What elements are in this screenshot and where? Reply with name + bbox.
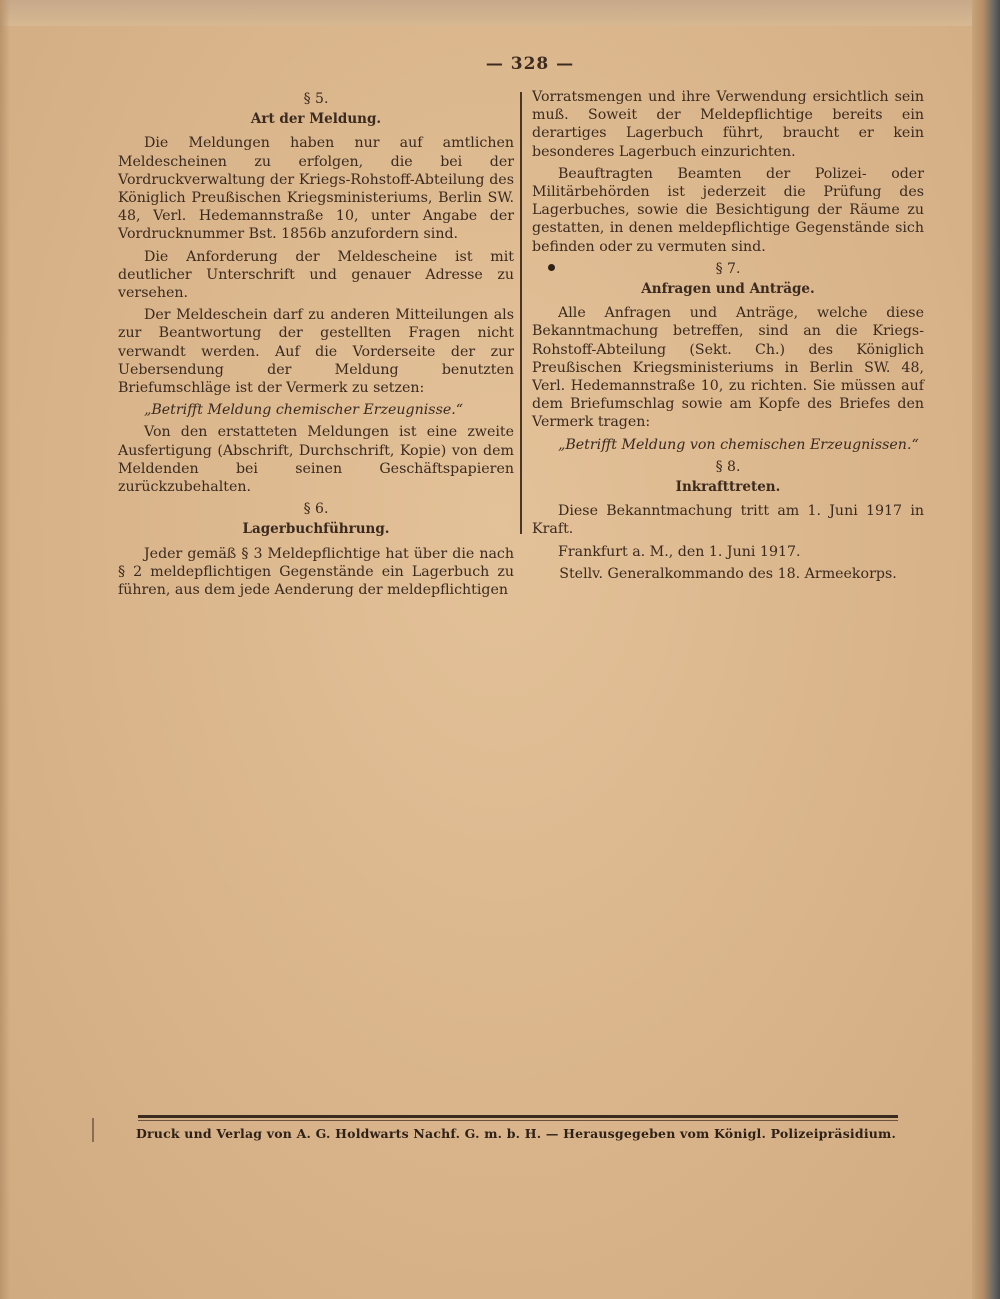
signature: Stellv. Generalkommando des 18. Armeekorps. <box>559 565 897 582</box>
section-5-paragraph-2: Die Anforderung der Meldescheine ist mit deutlicher Unterschrift und genauer Adresse zu versehen. <box>118 248 514 302</box>
section-5-quote: „Betrifft Meldung chemischer Erzeugnisse.“ <box>144 402 464 419</box>
section-8-paragraph-1: Diese Bekanntmachung tritt am 1. Juni 1917 in Kraft. <box>532 503 924 538</box>
section-6-paragraph-1: Jeder gemäß § 3 Meldepflichtige hat über die nach § 2 meldepflichtigen Gegenstände ein Lagerbuch zu führen, aus dem jede Aenderung der meldepflichtigen <box>118 545 514 599</box>
section-5-paragraph-3: Der Meldeschein darf zu anderen Mitteilungen als zur Beantwortung der gestellten Fragen nicht verwandt werden. Auf die Vorderseite der zur Uebersendung der Meldung benutzten Briefumschläge ist der Vermerk zu setzen: <box>118 307 514 397</box>
section-6-paragraph-2: Beauftragten Beamten der Polizei- oder Militärbehörden ist jederzeit die Prüfung des Lagerbuches, sowie die Besichtigung der Räume zu gestatten, in denen meldepflichtige Gegenstände sich befinden oder zu vermuten sind. <box>532 165 924 255</box>
section-6-continuation: Vorratsmengen und ihre Verwendung ersichtlich sein muß. Soweit der Meldepflichtige bereits ein derartiges Lagerbuch führt, braucht er kein besonderes Lagerbuch einzurichten. <box>532 89 924 160</box>
section-7-quote: „Betrifft Meldung von chemischen Erzeugnissen.“ <box>558 436 919 453</box>
printer-imprint: Druck und Verlag von A. G. Holdwarts Nachf. G. m. b. H. — Herausgegeben vom Königl. Polizeipräsidium. <box>135 1126 897 1141</box>
section-6-title: Lagerbuchführung. <box>242 521 390 538</box>
section-7-paragraph-1: Alle Anfragen und Anträge, welche diese Bekanntmachung betreffen, sind an die Kriegs-Rohstoff-Abteilung (Sekt. Ch.) des Königlich Preußischen Kriegsministeriums in Berlin SW. 48, Verl. Hedemannstraße 10, zu richten. Sie müssen auf dem Briefumschlag sowie am Kopfe des Briefes den Vermerk tragen: <box>532 305 924 431</box>
footer-rule <box>138 1115 898 1118</box>
page-number: — 328 — <box>485 54 575 74</box>
left-column <box>118 88 514 603</box>
section-5-paragraph-1: Die Meldungen haben nur auf amtlichen Meldescheinen zu erfolgen, die bei der Vordruckverwaltung der Kriegs-Rohstoff-Abteilung des Königlich Preußischen Kriegsministeriums, Berlin SW. 48, Verl. Hedemannstraße 10, unter Angabe der Vordrucknummer Bst. 1856b anzufordern sind. <box>118 135 514 243</box>
section-6-number: § 6. <box>303 501 329 518</box>
page-top-edge <box>0 0 1000 26</box>
section-5-title: Art der Meldung. <box>250 111 382 128</box>
place-date: Frankfurt a. M., den 1. Juni 1917. <box>558 543 801 560</box>
section-8-title: Inkrafttreten. <box>675 479 781 496</box>
margin-mark <box>92 1118 94 1142</box>
page-left-edge <box>0 0 10 1299</box>
right-column <box>532 88 924 587</box>
section-8-number: § 8. <box>715 458 741 475</box>
section-5-paragraph-4: Von den erstatteten Meldungen ist eine zweite Ausfertigung (Abschrift, Durchschrift, Kopie) von dem Meldenden bei seinen Geschäftspapieren zurückzubehalten. <box>118 424 514 496</box>
column-divider <box>520 92 522 534</box>
section-7-title: Anfragen und Anträge. <box>641 281 815 298</box>
bullet-mark <box>548 264 555 271</box>
section-7-number: § 7. <box>715 260 741 277</box>
footer-rule-thin <box>138 1120 898 1121</box>
section-5-number: § 5. <box>303 91 329 107</box>
page-right-edge <box>972 0 1000 1299</box>
